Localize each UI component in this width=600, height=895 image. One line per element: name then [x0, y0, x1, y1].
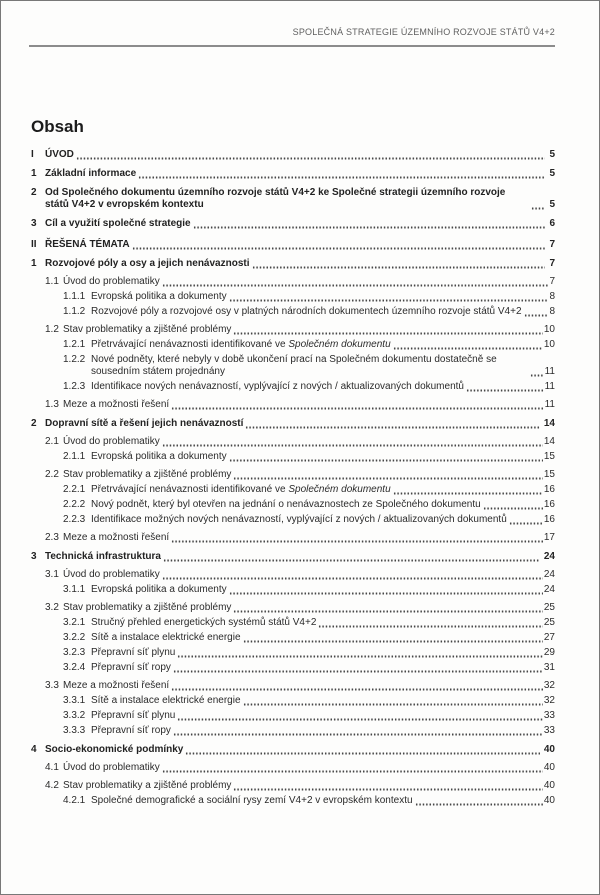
toc-entry-title: Přepravní síť plynu	[91, 710, 176, 721]
toc-entry	[31, 795, 555, 807]
toc-entry	[31, 499, 555, 511]
toc-entry	[31, 725, 555, 737]
toc-entry-body	[45, 187, 555, 211]
toc-entry	[31, 418, 555, 430]
toc-entry-number: 3.2.1	[63, 617, 86, 628]
toc-entry-body	[45, 239, 555, 251]
toc-entry	[31, 710, 555, 722]
toc-entry-number: 1.2.1	[63, 339, 86, 350]
toc-entry	[31, 780, 555, 792]
toc-entry	[31, 602, 555, 614]
toc-leader-dots	[233, 788, 542, 791]
toc-entry-title: Nové podněty, které nebyly v době ukončení prací na Společném dokumentu dostatečně se sousedním státem projednány	[91, 354, 497, 377]
toc-entry-title: Základní informace	[45, 168, 137, 179]
toc-leader-dots	[185, 752, 540, 755]
toc-leader-dots	[173, 670, 543, 673]
page-header-title: SPOLEČNÁ STRATEGIE ÚZEMNÍHO ROZVOJE STÁTŮ V4+2	[292, 27, 555, 37]
toc-entry-body	[63, 762, 555, 774]
toc-entry-page: 5	[549, 199, 555, 210]
toc-entry-title: Meze a možnosti řešení	[63, 532, 170, 543]
toc-entry	[31, 762, 555, 774]
toc-entry-page: 5	[549, 149, 555, 160]
toc-entry-page: 40	[543, 780, 555, 791]
toc-entry	[31, 399, 555, 411]
toc-entry-title: Evropská politika a dokumenty	[91, 451, 227, 462]
toc-leader-dots	[509, 522, 543, 525]
toc-entry-number: 4.2.1	[63, 795, 86, 806]
toc-entry-title: Identifikace možných nových nenávazností, vyplývající z nových / aktualizovaných dokumentů	[91, 514, 507, 525]
toc-entry-body	[45, 744, 555, 756]
toc-entry-title: Evropská politika a dokumenty	[91, 291, 227, 302]
toc-entry	[31, 680, 555, 692]
toc-entry-number: 2.2.1	[63, 484, 86, 495]
toc-entry-body	[91, 695, 555, 707]
toc-entry-page: 11	[544, 381, 555, 392]
toc-leader-dots	[318, 625, 542, 628]
toc-entry-number: 3.3.2	[63, 710, 86, 721]
toc-entry	[31, 617, 555, 629]
toc-entry-body	[63, 532, 555, 544]
toc-leader-dots	[132, 247, 546, 250]
toc-entry	[31, 647, 555, 659]
toc-entry-number: 4.2	[45, 780, 59, 791]
toc-leader-dots	[177, 655, 543, 658]
toc-entry-number: 3.2.4	[63, 662, 86, 673]
toc-entry	[31, 469, 555, 481]
toc-leader-dots	[171, 407, 543, 410]
toc-entry-title: Meze a možnosti řešení	[63, 399, 170, 410]
toc-entry-number: 1	[31, 168, 37, 179]
toc-entry-number: 1.1.1	[63, 291, 86, 302]
toc-entry	[31, 149, 555, 161]
toc-entry-title: Cíl a využití společné strategie	[45, 218, 191, 229]
toc-entry-page: 8	[549, 306, 555, 317]
toc-entry	[31, 744, 555, 756]
toc-entry-number: 3.1.1	[63, 584, 86, 595]
toc-entry-page: 7	[549, 276, 555, 287]
toc-entry-title: Socio-ekonomické podmínky	[45, 744, 184, 755]
toc-entry-body	[91, 291, 555, 303]
toc-entry-title: ŘEŠENÁ TÉMATA	[45, 239, 130, 250]
toc-leader-dots	[483, 507, 543, 510]
toc-entry	[31, 551, 555, 563]
toc-leader-dots	[171, 540, 543, 543]
toc-entry	[31, 484, 555, 496]
toc-entry-body	[63, 469, 555, 481]
toc-leader-dots	[245, 426, 539, 429]
toc-entry-title: Od Společného dokumentu územního rozvoje států V4+2 ke Společné strategii územního rozvoje států V4+2 v evropském kontextu	[45, 187, 506, 210]
toc-entry-page: 31	[543, 662, 555, 673]
toc-entry-body	[63, 602, 555, 614]
toc-entry-body	[91, 795, 555, 807]
toc-entry-title: Dopravní sítě a řešení jejich nenávazností	[45, 418, 244, 429]
toc-entry-title: Evropská politika a dokumenty	[91, 584, 227, 595]
toc-entry-title: Přetrvávající nenávaznosti identifikované ve Společném dokumentu	[91, 484, 391, 495]
toc-entry-title: Přepravní síť ropy	[91, 662, 171, 673]
toc-entry-page: 8	[549, 291, 555, 302]
toc-leader-dots	[162, 284, 549, 287]
toc-entry-number: 3.3.1	[63, 695, 86, 706]
toc-entry-page: 32	[543, 680, 555, 691]
toc-entry-body	[45, 258, 555, 270]
toc-entry-title: Stav problematiky a zjištěné problémy	[63, 469, 232, 480]
toc-entry-title: Stav problematiky a zjištěné problémy	[63, 780, 232, 791]
toc-entry-page: 14	[543, 418, 555, 429]
toc-entry-number: 4.1	[45, 762, 59, 773]
toc-leader-dots	[177, 718, 543, 721]
toc-entry-body	[91, 339, 555, 351]
toc-entry	[31, 514, 555, 526]
toc-entry-body	[91, 354, 555, 378]
toc-entry-page: 7	[549, 258, 555, 269]
toc-entry	[31, 381, 555, 393]
toc-heading: Obsah	[31, 117, 84, 136]
toc-entry-page: 24	[543, 551, 555, 562]
toc-entry-title: Rozvojové póly a osy a jejich nenávaznosti	[45, 258, 250, 269]
toc-entry-page: 11	[544, 399, 555, 410]
toc-entry-title: Technická infrastruktura	[45, 551, 161, 562]
toc-entry-number: 1.1	[45, 276, 59, 287]
toc-leader-dots	[243, 640, 543, 643]
toc-entry	[31, 436, 555, 448]
toc-leader-dots	[229, 459, 543, 462]
toc-entry	[31, 291, 555, 303]
toc-entry-page: 15	[543, 451, 555, 462]
toc-entry-number: 2.1.1	[63, 451, 86, 462]
toc-entry-number: 3.1	[45, 569, 59, 580]
toc-entry-title: Úvod do problematiky	[63, 276, 160, 287]
toc-leader-dots	[530, 374, 544, 377]
toc-list	[31, 149, 555, 807]
toc-entry-body	[91, 499, 555, 511]
toc-entry-body	[91, 632, 555, 644]
toc-entry-title: Přetrvávající nenávaznosti identifikované ve Společném dokumentu	[91, 339, 391, 350]
toc-entry-body	[63, 399, 555, 411]
toc-entry-number: 1	[31, 258, 37, 269]
toc-entry-title: Sítě a instalace elektrické energie	[91, 632, 241, 643]
toc-leader-dots	[243, 703, 543, 706]
toc-entry-body	[91, 514, 555, 526]
toc-leader-dots	[531, 207, 545, 210]
toc-entry-title: Identifikace nových nenávazností, vyplývající z nových / aktualizovaných dokumentů	[91, 381, 464, 392]
toc-entry-body	[45, 168, 555, 180]
toc-entry-title: Úvod do problematiky	[63, 436, 160, 447]
toc-entry-page: 40	[543, 795, 555, 806]
toc-entry-number: 3.2.3	[63, 647, 86, 658]
toc-entry-page: 27	[543, 632, 555, 643]
toc-entry-body	[91, 662, 555, 674]
toc-entry-number: 1.3	[45, 399, 59, 410]
toc-entry-title: Stručný přehled energetických systémů států V4+2	[91, 617, 317, 628]
toc-entry-title: Společné demografické a sociální rysy zemí V4+2 v evropském kontextu	[91, 795, 413, 806]
toc-entry	[31, 584, 555, 596]
toc-entry	[31, 354, 555, 378]
toc-entry	[31, 339, 555, 351]
toc-entry-page: 17	[543, 532, 555, 543]
toc-leader-dots	[415, 803, 543, 806]
toc-entry-page: 40	[543, 744, 555, 755]
toc-entry-body	[63, 276, 555, 288]
toc-entry-page: 33	[543, 710, 555, 721]
toc-entry-page: 16	[543, 514, 555, 525]
toc-leader-dots	[162, 770, 543, 773]
toc-entry-number: 2.2.3	[63, 514, 86, 525]
toc-leader-dots	[163, 559, 540, 562]
toc-entry	[31, 662, 555, 674]
toc-entry-title: Přepravní síť plynu	[91, 647, 176, 658]
toc-entry-page: 32	[543, 695, 555, 706]
toc-entry-title: Meze a možnosti řešení	[63, 680, 170, 691]
page-header	[29, 22, 555, 47]
toc-entry-body	[91, 381, 555, 393]
toc-entry-number: 2.2	[45, 469, 59, 480]
toc-leader-dots	[233, 332, 542, 335]
toc-entry-body	[63, 680, 555, 692]
toc-entry-body	[91, 306, 555, 318]
toc-entry-page: 5	[549, 168, 555, 179]
toc-entry-number: 1.2	[45, 324, 59, 335]
toc-entry-number: 3.2	[45, 602, 59, 613]
toc-entry-number: 1.1.2	[63, 306, 86, 317]
toc-entry-page: 6	[549, 218, 555, 229]
toc-entry-title: Úvod do problematiky	[63, 569, 160, 580]
toc-entry	[31, 695, 555, 707]
toc-entry-page: 10	[543, 339, 555, 350]
toc-entry-page: 24	[543, 569, 555, 580]
toc-leader-dots	[76, 157, 546, 160]
toc-entry-title: ÚVOD	[45, 149, 74, 160]
toc-entry-page: 33	[543, 725, 555, 736]
toc-leader-dots	[162, 444, 543, 447]
toc-leader-dots	[466, 389, 544, 392]
toc-entry-number: 2	[31, 418, 37, 429]
toc-entry	[31, 451, 555, 463]
toc-entry	[31, 632, 555, 644]
toc-entry	[31, 218, 555, 230]
toc-entry-number: 3	[31, 551, 37, 562]
toc-entry-number: 2.2.2	[63, 499, 86, 510]
toc-entry-title: Úvod do problematiky	[63, 762, 160, 773]
toc-entry-page: 11	[544, 366, 555, 377]
toc-entry-title: Rozvojové póly a rozvojové osy v platných národních dokumentech územního rozvoje států V4+2	[91, 306, 522, 317]
toc-entry-body	[63, 436, 555, 448]
toc-entry-body	[91, 584, 555, 596]
toc-entry-body	[45, 149, 555, 161]
toc-entry	[31, 569, 555, 581]
toc-entry-body	[91, 647, 555, 659]
toc-entry-title: Přepravní síť ropy	[91, 725, 171, 736]
toc-entry-title: Sítě a instalace elektrické energie	[91, 695, 241, 706]
toc-entry-page: 25	[543, 602, 555, 613]
toc-entry-number: 3.3.3	[63, 725, 86, 736]
toc-leader-dots	[233, 477, 542, 480]
toc-entry	[31, 324, 555, 336]
toc-leader-dots	[229, 299, 549, 302]
toc-entry-number: 3.3	[45, 680, 59, 691]
toc-leader-dots	[162, 577, 543, 580]
toc-entry-number: II	[31, 239, 37, 250]
toc-leader-dots	[229, 592, 543, 595]
toc-entry	[31, 306, 555, 318]
toc-entry-page: 40	[543, 762, 555, 773]
toc-entry	[31, 239, 555, 251]
toc-entry-body	[63, 569, 555, 581]
toc-entry-body	[63, 780, 555, 792]
toc-entry-body	[91, 484, 555, 496]
toc-entry-number: 1.2.3	[63, 381, 86, 392]
toc-entry-number: 2.3	[45, 532, 59, 543]
toc-leader-dots	[173, 733, 543, 736]
toc-entry-body	[91, 451, 555, 463]
toc-leader-dots	[171, 688, 543, 691]
toc-entry-page: 10	[543, 324, 555, 335]
toc-entry-title: Nový podnět, který byl otevřen na jednání o nenávaznostech ze Společného dokumentu	[91, 499, 481, 510]
toc-entry-number: I	[31, 149, 34, 160]
toc-leader-dots	[252, 266, 546, 269]
toc-leader-dots	[138, 176, 545, 179]
toc-entry-title: Stav problematiky a zjištěné problémy	[63, 324, 232, 335]
toc-entry-number: 2	[31, 187, 37, 198]
toc-leader-dots	[393, 492, 543, 495]
toc-entry-title: Stav problematiky a zjištěné problémy	[63, 602, 232, 613]
toc-entry-number: 2.1	[45, 436, 59, 447]
toc-entry-page: 29	[543, 647, 555, 658]
toc-entry-body	[91, 725, 555, 737]
toc-entry-number: 1.2.2	[63, 354, 86, 365]
toc-entry	[31, 532, 555, 544]
toc-entry-page: 24	[543, 584, 555, 595]
toc-entry	[31, 168, 555, 180]
toc-entry-number: 3	[31, 218, 37, 229]
toc-entry-body	[45, 551, 555, 563]
toc-entry	[31, 187, 555, 211]
toc-entry-body	[91, 617, 555, 629]
toc-entry	[31, 258, 555, 270]
toc-entry-page: 7	[549, 239, 555, 250]
toc-entry-page: 16	[543, 484, 555, 495]
toc-entry-page: 25	[543, 617, 555, 628]
toc-entry	[31, 276, 555, 288]
toc-leader-dots	[524, 314, 549, 317]
toc-entry-page: 16	[543, 499, 555, 510]
toc-entry-number: 3.2.2	[63, 632, 86, 643]
toc-entry-body	[45, 218, 555, 230]
toc-entry-page: 14	[543, 436, 555, 447]
toc-leader-dots	[393, 347, 543, 350]
toc-entry-page: 15	[543, 469, 555, 480]
toc-entry-body	[45, 418, 555, 430]
toc-leader-dots	[233, 610, 542, 613]
toc-leader-dots	[193, 226, 546, 229]
toc-entry-body	[63, 324, 555, 336]
toc-entry-body	[91, 710, 555, 722]
toc-entry-number: 4	[31, 744, 37, 755]
